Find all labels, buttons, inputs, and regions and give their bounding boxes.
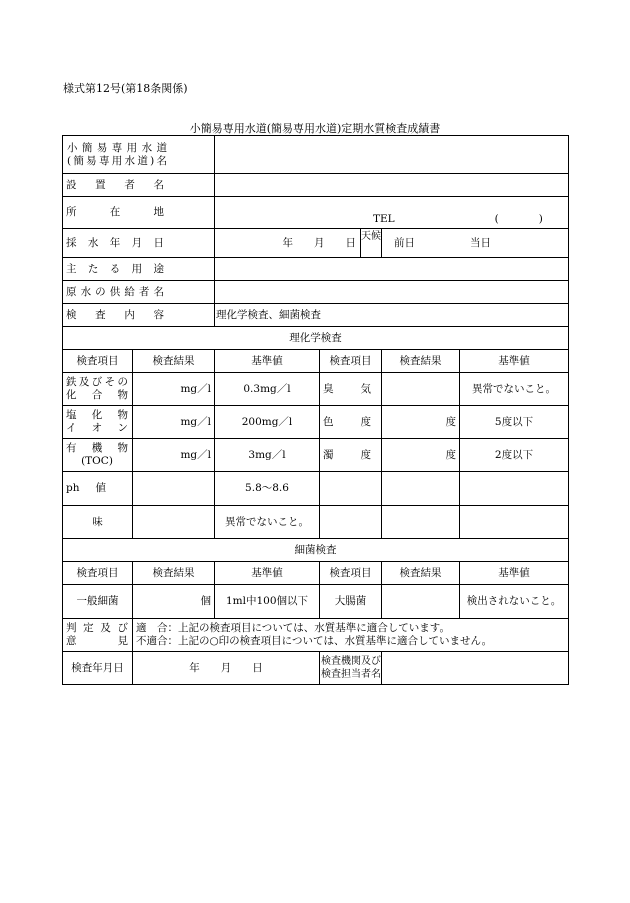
- item-odor: 臭気: [320, 373, 382, 406]
- inspection-date-field[interactable]: 年 月 日: [133, 652, 320, 685]
- col-header-result: 検査結果: [382, 350, 460, 373]
- physchem-row: [63, 472, 569, 506]
- result-toc[interactable]: [133, 439, 215, 472]
- weather-field[interactable]: [382, 229, 569, 258]
- physchem-column-headers: [63, 350, 569, 373]
- empty-item[interactable]: [320, 472, 382, 506]
- row-footer: [63, 652, 569, 685]
- installer-field[interactable]: [215, 174, 569, 197]
- col-header-standard: 基準値: [460, 562, 569, 585]
- row-main-use: [63, 258, 569, 281]
- col-header-result: 検査結果: [133, 350, 215, 373]
- judgment-label: 判定及び 意見: [63, 619, 133, 652]
- empty-result[interactable]: [382, 472, 460, 506]
- col-header-standard: 基準値: [215, 562, 320, 585]
- result-iron[interactable]: [133, 373, 215, 406]
- empty-standard[interactable]: [460, 472, 569, 506]
- row-installer: [63, 174, 569, 197]
- sampling-date-label: 採水年月日: [66, 236, 164, 249]
- col-header-result: 検査結果: [382, 562, 460, 585]
- bacteria-section-header: [63, 539, 569, 562]
- tel-label: TEL: [373, 213, 395, 225]
- row-sampling: [63, 229, 569, 258]
- bacteria-column-headers: [63, 562, 569, 585]
- today-label: 当日: [470, 236, 491, 249]
- tel-parens: ( ): [494, 213, 543, 225]
- result-coliform[interactable]: [382, 585, 460, 619]
- result-taste[interactable]: [133, 506, 215, 539]
- inspection-report-table: [62, 135, 569, 685]
- standard-toc: 3mg／l: [215, 439, 320, 472]
- item-ph: ph値: [63, 472, 133, 506]
- result-odor[interactable]: [382, 373, 460, 406]
- judgment-pass-line: 適 合：上記の検査項目については、水質基準に適合しています。: [136, 622, 450, 634]
- unit-label: 度: [445, 415, 456, 428]
- result-general-bacteria[interactable]: [133, 585, 215, 619]
- item-iron: 鉄及びその 化合物: [63, 373, 133, 406]
- installer-label: 設置者名: [66, 178, 164, 191]
- physchem-row: [63, 373, 569, 406]
- result-ph[interactable]: [133, 472, 215, 506]
- row-inspection-content: [63, 304, 569, 327]
- standard-color: 5度以下: [460, 406, 569, 439]
- row-system-name: [63, 136, 569, 174]
- standard-odor: 異常でないこと。: [460, 373, 569, 406]
- physchem-section-header: [63, 327, 569, 350]
- supplier-field[interactable]: [215, 281, 569, 304]
- empty-result[interactable]: [382, 506, 460, 539]
- physchem-row: [63, 439, 569, 472]
- result-chloride[interactable]: [133, 406, 215, 439]
- unit-label: mg／l: [180, 415, 211, 428]
- result-turbidity[interactable]: [382, 439, 460, 472]
- form-number: 様式第12号(第18条関係): [63, 82, 188, 95]
- physchem-section-title: 理化学検査: [63, 327, 569, 350]
- sampling-date-field[interactable]: [215, 229, 382, 258]
- main-use-label: 主たる用途: [66, 262, 164, 275]
- agency-label: 検査機関及び 検査担当者名: [320, 652, 382, 685]
- standard-taste: 異常でないこと。: [215, 506, 320, 539]
- standard-ph: 5.8〜8.6: [215, 472, 320, 506]
- col-header-item: 検査項目: [320, 350, 382, 373]
- system-name-label: 小簡易専用水道 (簡易専用水道)名: [67, 141, 167, 167]
- item-taste: 味: [63, 506, 133, 539]
- supplier-label: 原水の供給者名: [66, 285, 164, 298]
- row-location: [63, 197, 569, 229]
- standard-chloride: 200mg／l: [215, 406, 320, 439]
- empty-item[interactable]: [320, 506, 382, 539]
- standard-turbidity: 2度以下: [460, 439, 569, 472]
- col-header-item: 検査項目: [63, 350, 133, 373]
- bacteria-section-title: 細菌検査: [63, 539, 569, 562]
- standard-iron: 0.3mg／l: [215, 373, 320, 406]
- col-header-standard: 基準値: [460, 350, 569, 373]
- unit-label: mg／l: [180, 448, 211, 461]
- weather-label: 天候: [360, 229, 381, 257]
- col-header-item: 検査項目: [320, 562, 382, 585]
- unit-label: 個: [200, 595, 211, 607]
- document-title: 小簡易専用水道(簡易専用水道)定期水質検査成績書: [189, 122, 441, 135]
- item-color: 色度: [320, 406, 382, 439]
- bacteria-row: [63, 585, 569, 619]
- agency-field[interactable]: [382, 652, 569, 685]
- col-header-standard: 基準値: [215, 350, 320, 373]
- inspection-content-value: 理化学検査、細菌検査: [215, 304, 569, 327]
- col-header-item: 検査項目: [63, 562, 133, 585]
- judgment-fail-line: 不適合：上記の○印の検査項目については、水質基準に適合していません。: [136, 635, 493, 647]
- location-label: 所在地: [66, 206, 164, 218]
- item-toc: 有機物 (TOC): [63, 439, 133, 472]
- col-header-result: 検査結果: [133, 562, 215, 585]
- empty-standard[interactable]: [460, 506, 569, 539]
- row-judgment: [63, 619, 569, 652]
- item-chloride: 塩化物 イオン: [63, 406, 133, 439]
- item-general-bacteria: 一般細菌: [63, 585, 133, 619]
- unit-label: mg／l: [180, 382, 211, 395]
- inspection-date-label: 検査年月日: [63, 652, 133, 685]
- unit-label: 度: [445, 448, 456, 461]
- physchem-row: [63, 406, 569, 439]
- system-name-field[interactable]: [215, 136, 569, 174]
- prev-day-label: 前日: [394, 236, 415, 249]
- location-field[interactable]: [215, 197, 569, 229]
- result-color[interactable]: [382, 406, 460, 439]
- item-coliform: 大腸菌: [320, 585, 382, 619]
- inspection-content-label: 検査内容: [66, 308, 164, 321]
- item-turbidity: 濁度: [320, 439, 382, 472]
- main-use-field[interactable]: [215, 258, 569, 281]
- standard-coliform: 検出されないこと。: [460, 585, 569, 619]
- physchem-row: [63, 506, 569, 539]
- sampling-date-format: 年 月 日: [282, 237, 356, 249]
- row-supplier: [63, 281, 569, 304]
- judgment-text: [133, 619, 569, 652]
- standard-general-bacteria: 1ml中100個以下: [215, 585, 320, 619]
